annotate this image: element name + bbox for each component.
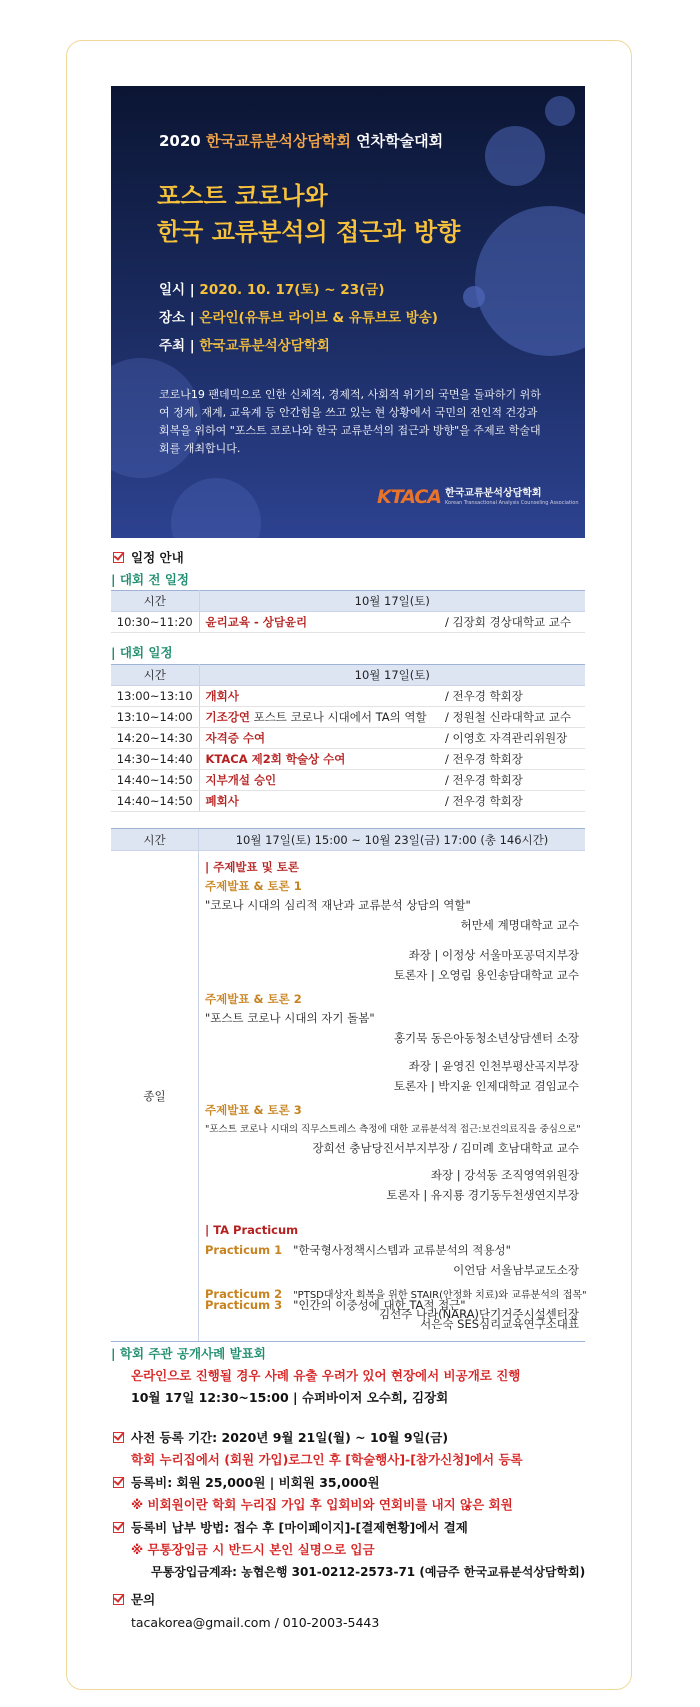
conference-line — [159, 130, 443, 151]
date-header: 10월 17일(토) — [199, 665, 585, 686]
conf-year: 2020 — [159, 132, 201, 150]
date-label: 일시 | — [159, 282, 195, 298]
topic-3-chair: 좌장 | 강석동 조직영역위원장 — [430, 1168, 579, 1182]
case-session-title: | 학회 주관 공개사례 발표회 — [111, 1346, 266, 1361]
case-session-notice: 온라인으로 진행될 경우 사례 유출 우려가 있어 현장에서 비공개로 진행 — [131, 1368, 521, 1383]
date-header: 10월 17일(토) — [199, 591, 585, 612]
topic-3-panel: 토론자 | 유지룡 경기동두천생연지부장 — [386, 1188, 579, 1202]
host-label: 주최 | — [159, 338, 195, 354]
checkbox-icon — [113, 1432, 124, 1443]
contact-info[interactable]: tacakorea@gmail.com / 010-2003-5443 — [131, 1615, 380, 1630]
period-header: 10월 17일(토) 15:00 ~ 10월 23일(금) 17:00 (총 146시간) — [235, 832, 549, 847]
practicum-2-presenter: 김선주 나라(NARA)단기거주시설센터장 — [378, 1307, 579, 1321]
society-logo — [377, 486, 579, 508]
topic-1-chair: 좌장 | 이정상 서울마포공덕지부장 — [408, 948, 579, 962]
table-row: 10:30~11:20 윤리교육 - 상담윤리 / 김장회 경상대학교 교수 — [111, 612, 585, 633]
logo-mark: KTACA — [377, 486, 441, 508]
topic-3-title: 주제발표 & 토론 3 — [205, 1103, 302, 1117]
table-row: 14:40~14:50 지부개설 승인 / 전우경 학회장 — [111, 770, 585, 791]
topic-2-panel: 토론자 | 박지윤 인제대학교 겸임교수 — [393, 1079, 579, 1093]
table-row: 13:00~13:10 개회사 / 전우경 학회장 — [111, 686, 585, 707]
place-value: 온라인(유튜브 라이브 & 유튜브로 방송) — [199, 310, 438, 326]
case-session-detail: 10월 17일 12:30~15:00 | 슈퍼바이저 오수희, 김장회 — [131, 1390, 449, 1405]
time-header: 시간 — [111, 829, 199, 850]
title-line-1: 포스트 코로나와 — [157, 182, 328, 210]
payment-method: 등록비 납부 방법: 접수 후 [마이페이지]-[결제현황]에서 결제 — [113, 1518, 468, 1536]
time-header: 시간 — [111, 665, 199, 686]
table-row: 14:20~14:30 자격증 수여 / 이영호 자격관리위원장 — [111, 728, 585, 749]
topic-1-title: 주제발표 & 토론 1 — [205, 879, 302, 893]
checkbox-icon — [113, 1522, 124, 1533]
registration-how: 학회 누리집에서 (회원 가입)로그인 후 [학술행사]-[참가신청]에서 등록 — [131, 1452, 523, 1467]
section-ta-practicum: | TA Practicum — [205, 1223, 299, 1237]
topic-2-presenter: 홍기묵 동은아동청소년상담센터 소장 — [393, 1031, 579, 1045]
logo-english-name: Korean Transactional Analysis Counseling Association — [444, 500, 579, 506]
schedule-heading: 일정 안내 — [113, 548, 184, 566]
topic-1-presenter: 허만세 계명대학교 교수 — [460, 918, 579, 932]
conf-name: 연차학술대회 — [356, 132, 444, 150]
event-info — [159, 278, 438, 362]
pre-schedule-table — [111, 590, 585, 633]
all-day-schedule-table — [111, 828, 585, 1342]
bank-account: 무통장입금계좌: 농협은행 301-0212-2573-71 (예금주 한국교류분석상담학회) — [151, 1565, 586, 1579]
checkbox-icon — [113, 1477, 124, 1488]
pre-schedule-title: | 대회 전 일정 — [111, 572, 189, 587]
practicum-1: Practicum 1 "한국형사정책시스템과 교류분석의 적용성" — [205, 1243, 511, 1257]
topic-2-subject: "포스트 코로나 시대의 자기 돌봄" — [205, 1011, 375, 1025]
banner-title — [157, 178, 460, 250]
all-day-label: 종일 — [111, 851, 199, 1341]
topic-1-subject: "코로나 시대의 심리적 재난과 교류분석 상담의 역할" — [205, 898, 471, 912]
topic-2-chair: 좌장 | 윤영진 인천부평산곡지부장 — [408, 1059, 579, 1073]
table-row: 14:30~14:40 KTACA 제2회 학술상 수여 / 전우경 학회장 — [111, 749, 585, 770]
place-label: 장소 | — [159, 310, 195, 326]
practicum-1-presenter: 이언담 서울남부교도소장 — [453, 1263, 579, 1277]
practicum-3-presenter: 서은숙 SES심리교육연구소대표 — [420, 1317, 579, 1331]
intro-text: 코로나19 팬데믹으로 인한 신체적, 경제적, 사회적 위기의 국면을 돌파하기 위하여 정계, 재계, 교육계 등 안간힘을 쓰고 있는 현 상황에서 국민의 전인적 건강과 회복을 위하여 "포스트 코로나와 한국 교류분석의 접근과 방향"을 주제로 학술대회를 개최합니다. — [159, 388, 541, 455]
practicum-2: Practicum 2 "PTSD대상자 회복을 위한 STAIR(안정화 치료)와 교류분석의 접목" — [205, 1287, 587, 1301]
decor-blob — [545, 96, 575, 126]
decor-blob — [475, 206, 585, 356]
time-header: 시간 — [111, 591, 199, 612]
contact-heading: 문의 — [113, 1590, 155, 1608]
checkbox-icon — [113, 552, 124, 563]
title-line-2: 한국 교류분석의 접근과 방향 — [157, 218, 461, 246]
decor-blob — [463, 286, 485, 308]
main-schedule-table — [111, 664, 585, 812]
main-schedule-title: | 대회 일정 — [111, 645, 173, 660]
logo-korean-name: 한국교류분석상담학회 — [444, 488, 542, 499]
table-row: 13:10~14:00 기조강연 포스트 코로나 시대에서 TA의 역할 / 정원철 신라대학교 교수 — [111, 707, 585, 728]
registration-period: 사전 등록 기간: 2020년 9월 21일(월) ~ 10월 9일(금) — [113, 1428, 448, 1446]
decor-blob — [171, 478, 261, 538]
host-value: 한국교류분석상담학회 — [199, 338, 330, 354]
event-banner — [111, 86, 585, 538]
society-name: 한국교류분석상담학회 — [205, 132, 351, 150]
practicum-3-block: Practicum 3 "인간의 이중성에 대한 TA적 접근" 서은숙 SES심리교육연구소대표 — [205, 1298, 579, 1331]
checkbox-icon — [113, 1594, 124, 1605]
section-topic-discussion: | 주제발표 및 토론 — [205, 860, 299, 874]
topic-3-presenter: 장희선 충남당진서부지부장 / 김미례 호남대학교 교수 — [312, 1141, 579, 1155]
topic-3-subject: "포스트 코로나 시대의 직무스트레스 측정에 대한 교류분석적 접근:보건의료직을 중심으로" — [205, 1124, 581, 1135]
topic-1-panel: 토론자 | 오영림 용인송담대학교 교수 — [393, 968, 579, 982]
topic-2-title: 주제발표 & 토론 2 — [205, 992, 302, 1006]
date-value: 2020. 10. 17(토) ~ 23(금) — [199, 282, 385, 298]
registration-fee: 등록비: 회원 25,000원 | 비회원 35,000원 — [113, 1473, 380, 1491]
table-row: 14:40~14:50 폐회사 / 전우경 학회장 — [111, 791, 585, 812]
fee-note: ※ 비회원이란 학회 누리집 가입 후 입회비와 연회비를 내지 않은 회원 — [131, 1497, 513, 1512]
payment-note: ※ 무통장입금 시 반드시 본인 실명으로 입금 — [131, 1542, 375, 1557]
decor-blob — [485, 126, 545, 186]
